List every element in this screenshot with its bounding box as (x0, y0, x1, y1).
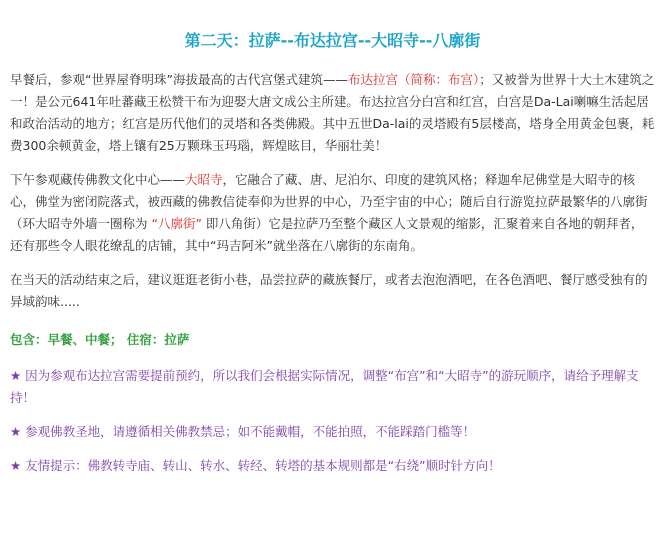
paragraph-evening: 在当天的活动结束之后，建议逛逛老街小巷，品尝拉萨的藏族餐厅，或者去泡泡酒吧，在各色酒吧、餐厅感受独有的异域韵味..... (10, 272, 648, 309)
meals-lodging-line: 包含：早餐、中餐； 住宿：拉萨 (10, 332, 190, 347)
jokhang-highlight: 大昭寺 (185, 172, 223, 187)
potala-highlight: 布达拉宫（简称：布宫） (347, 72, 480, 87)
note-reservation: ★ 因为参观布达拉宫需要提前预约，所以我们会根据实际情况，调整“布宫”和“大昭寺”的游玩顺序，请给予理解支持！ (10, 368, 639, 405)
note-taboos: ★ 参观佛教圣地，请遵循相关佛教禁忌；如不能戴帽，不能拍照，不能踩踏门槛等！ (10, 424, 476, 439)
barkhor-highlight: “八廓街” (151, 216, 202, 231)
jokhang-text-start: 下午参观藏传佛教文化中心—— (10, 172, 186, 187)
paragraph-jokhang (10, 169, 655, 257)
day-title: 第二天：拉萨--布达拉宫--大昭寺--八廓街 (184, 31, 481, 50)
paragraph-potala (10, 69, 655, 157)
potala-text-end: ；又被誉为世界十大土木建筑之一！是公元641年吐蕃藏王松赞干布为迎娶大唐文成公主所建。布达拉宫分白宫和红宫，白宫是Da-Lai喇嘛生活起居和政治活动的地方；红宫是历代他们的灵塔和各类佛殿。其中五世Da-lai的灵塔殿有5层楼高，塔身全用黄金包裹，耗费300余顿黄金，塔上镶有25万颗珠玉玛瑙，辉煌眩目，华丽壮美！ (10, 72, 655, 153)
jokhang-text-end: 即八角街）它是拉萨乃至整个藏区人文景观的缩影，汇聚着来自各地的朝拜者，还有那些令人眼花缭乱的店铺，其中“玛吉阿米”就坐落在八廓街的东南角。 (10, 216, 644, 253)
jokhang-text-middle: ，它融合了藏、唐、尼泊尔、印度的建筑风格；释迦牟尼佛堂是大昭寺的核心，佛堂为密闭院落式，被西藏的佛教信徒奉仰为世界的中心，乃至宇宙的中心；随后自行游览拉萨最繁华的八廓街（环大昭寺外墙一圈称为 (10, 172, 648, 231)
note-tip: ★ 友情提示：佛教转寺庙、转山、转水、转经、转塔的基本规则都是“右绕”顺时针方向！ (10, 458, 501, 473)
potala-text-start: 早餐后，参观“世界屋脊明珠”海拔最高的古代宫堡式建筑—— (10, 72, 348, 87)
